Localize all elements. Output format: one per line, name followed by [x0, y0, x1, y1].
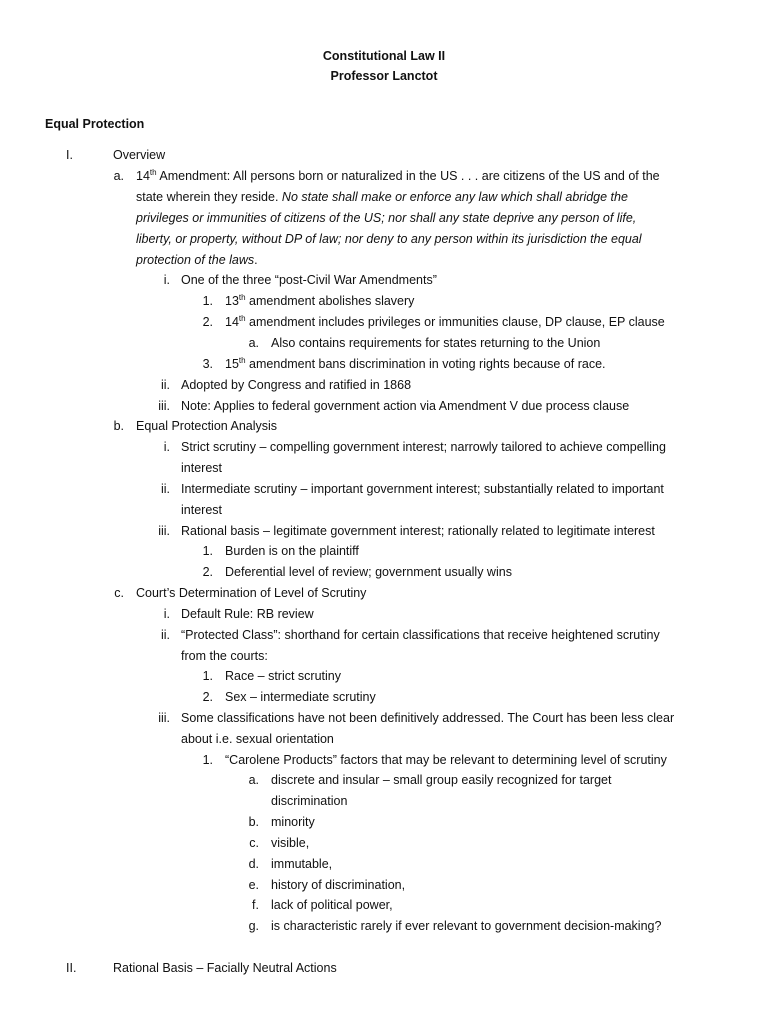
factor-g: is characteristic rarely if ever relevant to government decision-making? [271, 919, 662, 933]
outline-I-c-iii-line1: Some classifications have not been definitively addressed. The Court has been less clear [181, 711, 675, 725]
outline-I-c-i: Default Rule: RB review [181, 607, 314, 621]
factor-num-g: g. [248, 919, 259, 933]
outline-I-b-iii-2: Deferential level of review; government usually wins [225, 565, 512, 579]
factor-e: history of discrimination, [271, 878, 406, 892]
outline-I-b-iii-label: Rational basis – legitimate government interest; rationally related to legitimate interest [181, 524, 655, 538]
factor-f: lack of political power, [271, 898, 393, 912]
outline-I-b-ii-line2: interest [181, 503, 222, 517]
outline-num-I-a-i-3: 3. [202, 357, 213, 371]
outline-num-I-b-iii-1: 1. [202, 544, 213, 558]
factor-num-f: f. [252, 898, 259, 912]
outline-num-I-c: c. [114, 586, 124, 600]
outline-I-a-line4: liberty, or property, without DP of law; nor deny to any person within its jurisdiction the equal [136, 232, 642, 246]
outline-num-I-c-iii-1: 1. [202, 753, 213, 767]
factor-d: immutable, [271, 857, 333, 871]
outline-I-a-i-2: 14th amendment includes privileges or immunities clause, DP clause, EP clause [225, 313, 665, 329]
section-heading: Equal Protection [45, 117, 145, 131]
outline-I-c-iii-line2: about i.e. sexual orientation [181, 732, 334, 746]
outline-num-I-c-ii-2: 2. [202, 690, 213, 704]
outline-I-c-iii-1: “Carolene Products” factors that may be relevant to determining level of scrutiny [225, 753, 667, 767]
outline-I-a-i-3: 15th amendment bans discrimination in voting rights because of race. [225, 355, 606, 371]
factor-a-line2: discrimination [271, 794, 348, 808]
factor-num-d: d. [248, 857, 259, 871]
outline-num-I-b-iii: iii. [158, 524, 170, 538]
outline-I-a-line5: protection of the laws. [136, 253, 258, 267]
outline-I-a-ii: Adopted by Congress and ratified in 1868 [181, 378, 412, 392]
outline-num-I-a-i-2: 2. [202, 315, 213, 329]
outline-I-b-iii-1: Burden is on the plaintiff [225, 544, 359, 558]
outline-II-label: Rational Basis – Facially Neutral Actions [113, 961, 337, 975]
outline-I-b-ii-line1: Intermediate scrutiny – important government interest; substantially related to important [181, 482, 664, 496]
outline-I-b-label: Equal Protection Analysis [136, 419, 278, 433]
outline-num-I-a-i-2-a: a. [248, 336, 259, 350]
outline-num-I-c-i: i. [163, 607, 170, 621]
outline-num-I-c-ii-1: 1. [202, 669, 213, 683]
outline-num-I-b-ii: ii. [160, 482, 170, 496]
outline-num-I-a-i-1: 1. [202, 294, 213, 308]
factor-num-e: e. [248, 878, 259, 892]
outline-I-c-ii-2: Sex – intermediate scrutiny [225, 690, 376, 704]
factor-num-a: a. [248, 773, 259, 787]
outline-I-c-label: Court’s Determination of Level of Scrutiny [136, 586, 367, 600]
factor-c: visible, [271, 836, 310, 850]
outline-I-c-ii-line2: from the courts: [181, 649, 268, 663]
outline-num-II: II. [66, 961, 77, 975]
factor-a-line1: discrete and insular – small group easily recognized for target [271, 773, 612, 787]
outline-I-label: Overview [113, 148, 166, 162]
outline-I-a-i-label: One of the three “post-Civil War Amendments” [181, 273, 437, 287]
professor-name: Professor Lanctot [330, 69, 438, 83]
outline-num-I-a-i: i. [163, 273, 170, 287]
outline-num-I-a-iii: iii. [158, 399, 170, 413]
outline-num-I-a: a. [113, 169, 124, 183]
factor-b: minority [271, 815, 315, 829]
outline-I-a-line3: privileges or immunities of citizens of the US; nor shall any state deprive any person of life, [136, 211, 637, 225]
outline-I-a-line1: 14th Amendment: All persons born or naturalized in the US . . . are citizens of the US and of the [136, 167, 660, 183]
outline-num-I-b-i: i. [163, 440, 170, 454]
outline-num-I: I. [66, 148, 73, 162]
outline-num-I-a-ii: ii. [160, 378, 170, 392]
outline-I-b-i-line2: interest [181, 461, 222, 475]
factor-num-b: b. [248, 815, 259, 829]
outline-num-I-b-iii-2: 2. [202, 565, 213, 579]
outline-I-a-line2: state wherein they reside. No state shall make or enforce any law which shall abridge the [136, 190, 628, 204]
document-title: Constitutional Law II [322, 49, 446, 63]
outline-num-I-c-iii: iii. [158, 711, 170, 725]
outline-num-I-c-ii: ii. [160, 628, 170, 642]
outline-I-a-iii: Note: Applies to federal government action via Amendment V due process clause [181, 399, 630, 413]
factor-num-c: c. [249, 836, 259, 850]
outline-num-I-b: b. [113, 419, 124, 433]
outline-I-c-ii-line1: “Protected Class”: shorthand for certain classifications that receive heightened scrutiny [181, 628, 660, 642]
outline-I-c-ii-1: Race – strict scrutiny [225, 669, 342, 683]
outline-I-a-i-2-a: Also contains requirements for states returning to the Union [271, 336, 601, 350]
outline-I-a-i-1: 13th amendment abolishes slavery [225, 292, 415, 308]
outline-I-b-i-line1: Strict scrutiny – compelling government interest; narrowly tailored to achieve compelling [181, 440, 666, 454]
